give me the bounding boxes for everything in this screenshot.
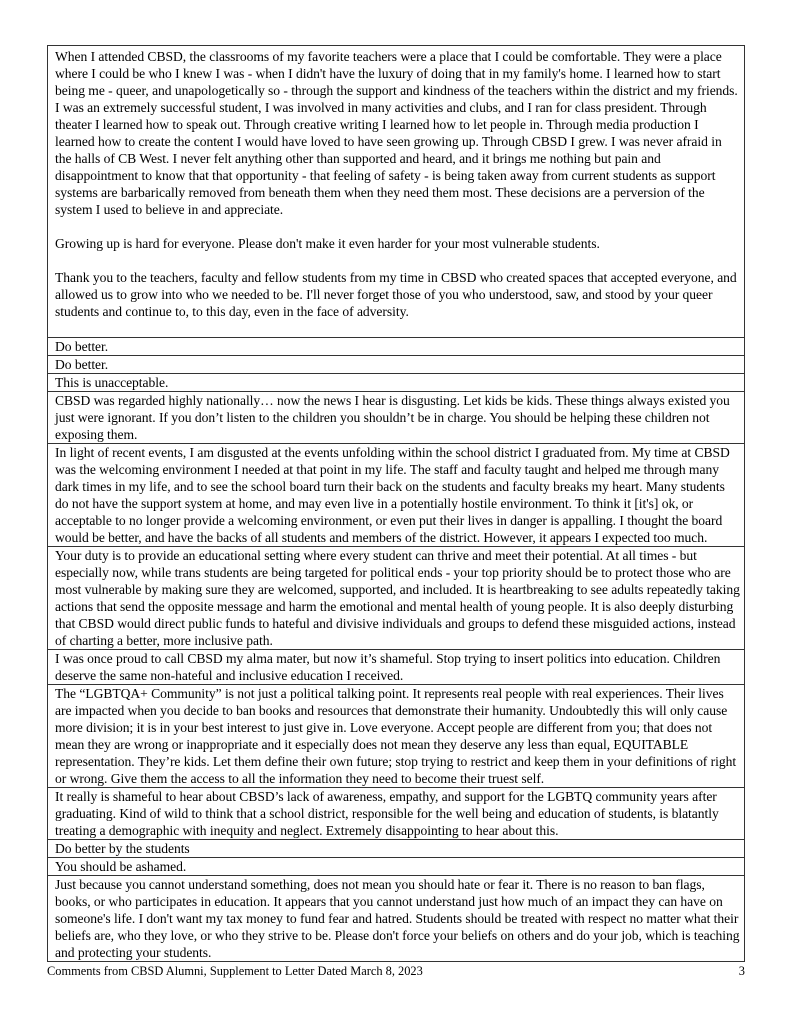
comment-row [48,547,745,650]
comment-paragraph: Do better. [55,357,109,372]
comment-row [48,392,745,444]
comment-cell [48,840,745,858]
comment-row [48,374,745,392]
comment-row [48,858,745,876]
comment-cell [48,547,745,650]
comment-cell [48,876,745,962]
comment-row [48,46,745,338]
comment-cell [48,788,745,840]
comment-paragraph: In light of recent events, I am disgusted at the events unfolding within the school district I graduated from. My time at CBSD was the welcoming environment I needed at that point in my life. The staff and faculty taught and helped me through many dark times in my life, and to see the school board turn their back on the students and faculty breaks my heart. Many students do not have the support system at home, and may even live in a potentially hostile environment. To think it [it's] ok, or acceptable to no longer provide a welcoming environment, or even put their lives in danger is appalling. I thought the board would be better, and have the backs of all students and members of the district. However, it appears I expected too much. [55,445,730,545]
comment-row [48,444,745,547]
comment-paragraph: Thank you to the teachers, faculty and fellow students from my time in CBSD who created spaces that accepted everyone, and allowed us to grow into who we needed to be. I'll never forget those of you who understood, saw, and stood by your queer students and continue to, to this day, even in the face of adversity. [55,270,737,319]
comment-cell [48,444,745,547]
comment-cell [48,392,745,444]
comment-row [48,788,745,840]
footer-text: Comments from CBSD Alumni, Supplement to Letter Dated March 8, 2023 [47,964,423,978]
page-number: 3 [738,964,745,978]
comment-row [48,685,745,788]
comment-paragraph: Do better by the students [55,841,190,856]
comment-paragraph: CBSD was regarded highly nationally… now the news I hear is disgusting. Let kids be kids. These things always existed you just were ignorant. If you don’t listen to the children you shouldn’t be in charge. You should be helping these children not exposing them. [55,393,730,442]
comment-row [48,338,745,356]
comment-row [48,356,745,374]
comment-row [48,840,745,858]
comment-paragraph: Growing up is hard for everyone. Please don't make it even harder for your most vulnerable students. [55,236,600,251]
comment-cell [48,685,745,788]
comment-paragraph: It really is shameful to hear about CBSD’s lack of awareness, empathy, and support for the LGBTQ community years after graduating. Kind of wild to think that a school district, responsible for the well being and education of students, is blatantly treating a demographic with inequity and neglect. Extremely disappointing to hear about this. [55,789,719,838]
comment-row [48,650,745,685]
comments-table [47,45,745,962]
comment-paragraph: The “LGBTQA+ Community” is not just a political talking point. It represents real people with real experiences. Their lives are impacted when you decide to ban books and resources that demonstrate their humanity. Undoubtedly this will only cause more division; it is in your best interest to just give in. Love everyone. Accept people are different from you; that does not mean they are wrong or inappropriate and it especially does not mean they deserve any less than equal, EQUITABLE representation. They’re kids. Let them define their own future; stop trying to restrict and keep them in your definitions of right or wrong. Give them the access to all the information they need to become their truest self. [55,686,737,786]
comment-cell [48,374,745,392]
comment-paragraph: I was once proud to call CBSD my alma mater, but now it’s shameful. Stop trying to insert politics into education. Children deserve the same non-hateful and inclusive education I received. [55,651,721,683]
comment-cell [48,338,745,356]
page-footer [47,963,745,979]
comment-paragraph: Your duty is to provide an educational setting where every student can thrive and meet their potential. At all times - but especially now, while trans students are being targeted for political ends - your top priority should be to protect those who are most vulnerable by making sure they are welcomed, supported, and included. It is heartbreaking to see adults repeatedly taking actions that send the opposite message and harm the emotional and mental health of young people. It is also deeply disturbing that CBSD would direct public funds to hateful and divisive individuals and groups to defend these misguided actions, instead of charting a better, more inclusive path. [55,548,740,648]
comment-paragraph: When I attended CBSD, the classrooms of my favorite teachers were a place that I could be comfortable. They were a place where I could be who I knew I was - when I didn't have the luxury of doing that in my family's home. I learned how to start being me - queer, and unapologetically so - through the support and kindness of the teachers within the district and my friends. I was an extremely successful student, I was involved in many activities and clubs, and I ran for class president. Through theater I learned how to speak out. Through creative writing I learned how to let people in. Through media production I learned how to create the content I would have loved to have seen growing up. Through CBSD I grew. I was never afraid in the halls of CB West. I never felt anything other than supported and heard, and it brings me nothing but pain and disappointment to know that that opportunity - that feeling of safety - is being taken away from current students as support systems are barbarically removed from beneath them when they need them most. These decisions are a perversion of the system I used to believe in and appreciate. [55,49,738,217]
comment-paragraph: You should be ashamed. [55,859,187,874]
comment-row [48,876,745,962]
comment-paragraph: This is unacceptable. [55,375,169,390]
comment-cell [48,858,745,876]
comment-paragraph: Just because you cannot understand something, does not mean you should hate or fear it. There is no reason to ban flags, books, or who participates in education. It appears that you cannot understand just how much of an impact they can have on someone's life. I don't want my tax money to fund fear and hatred. Students should be treated with respect no matter what their beliefs are, who they love, or who they strive to be. Please don't force your beliefs on others and do your job, which is teaching and protecting your students. [55,877,740,960]
comment-cell [48,650,745,685]
comment-cell [48,46,745,338]
comment-paragraph: Do better. [55,339,109,354]
comment-cell [48,356,745,374]
